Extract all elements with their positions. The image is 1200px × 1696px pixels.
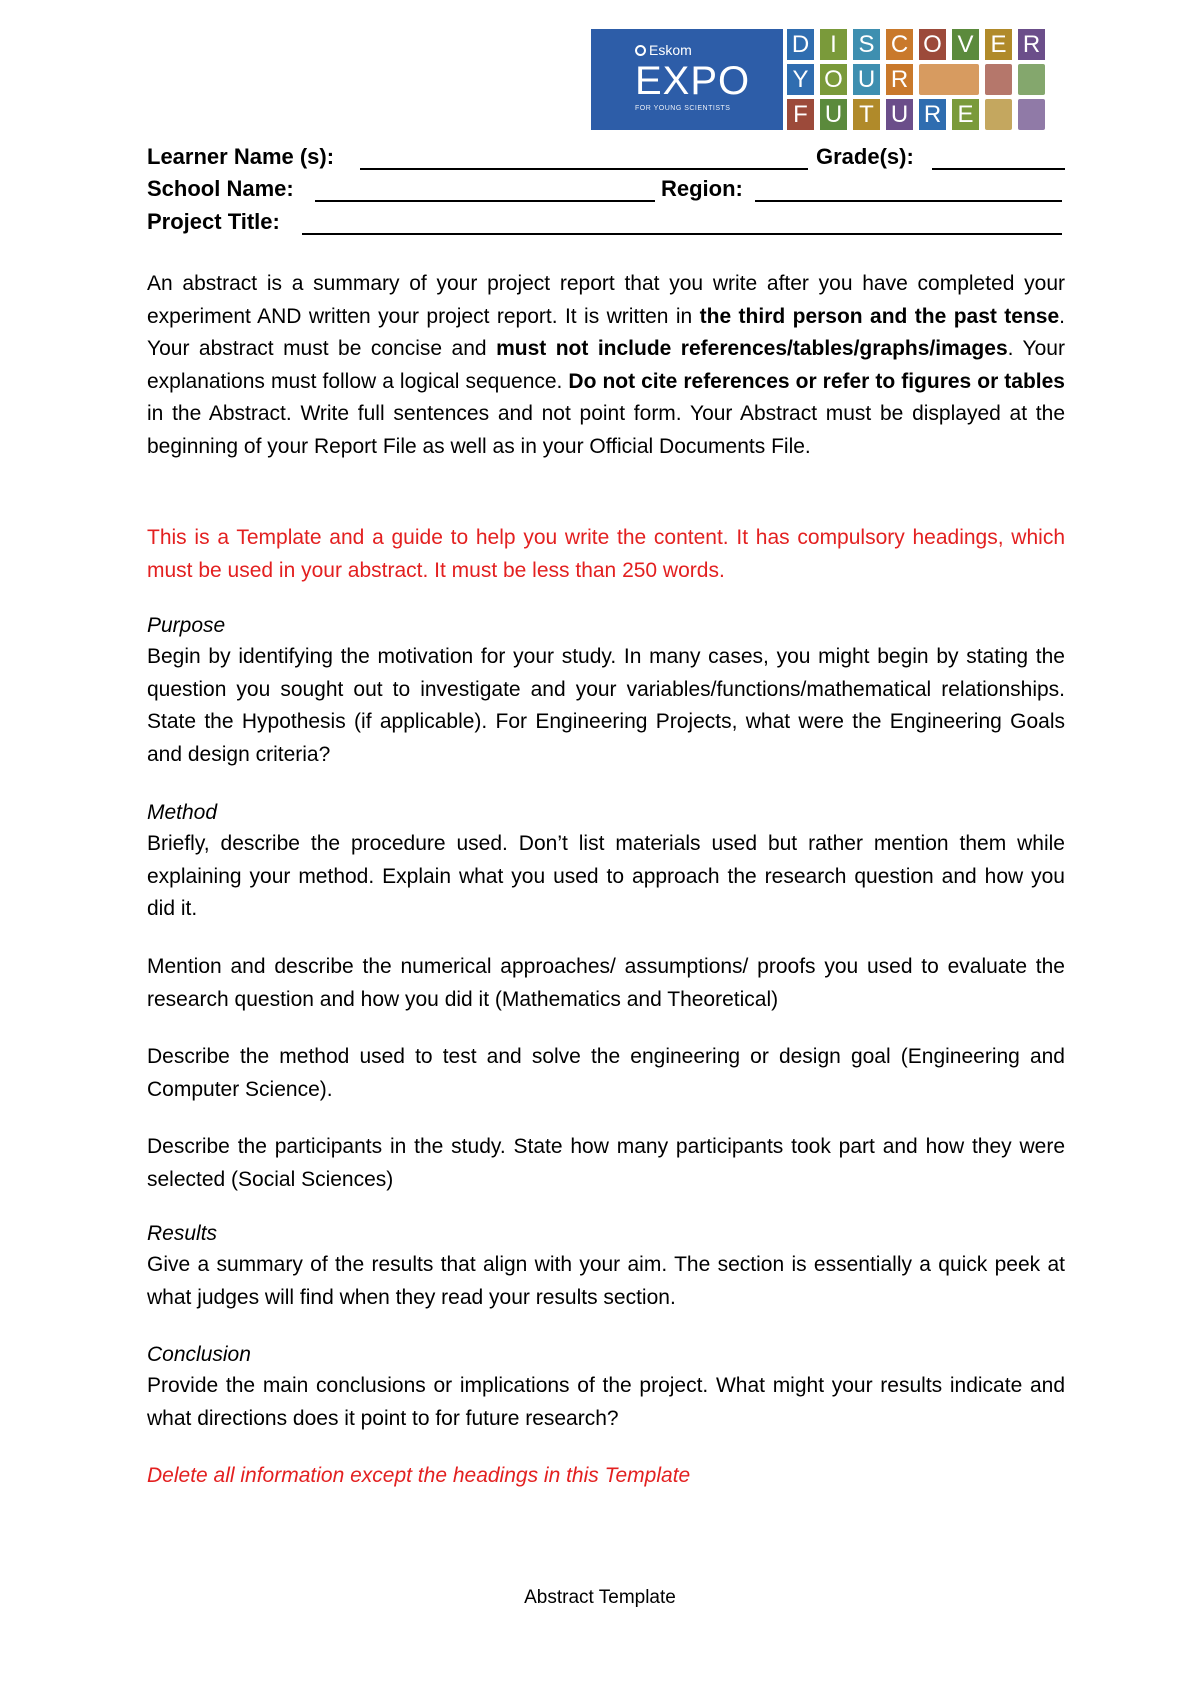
logo-letter-tile: Y bbox=[787, 64, 814, 95]
logo-letter-tile: U bbox=[853, 64, 880, 95]
delete-instruction-note: Delete all information except the headings in this Template bbox=[147, 1464, 691, 1487]
grade-field[interactable] bbox=[932, 168, 1065, 170]
learner-row bbox=[147, 144, 1065, 172]
learner-name-label: Learner Name (s): bbox=[147, 144, 335, 169]
intro-bold-3: Do not cite references or refer to figures or tables bbox=[568, 369, 1065, 393]
intro-text-4: in the Abstract. Write full sentences and not point form. Your Abstract must be displayed at the beginning of your Report File as well as in your Official Documents File. bbox=[147, 402, 1065, 458]
expo-title: EXPO bbox=[635, 59, 751, 103]
logo-letter-tile: S bbox=[853, 29, 880, 60]
intro-text-1: An abstract is a summary of your project report that you write after you have completed your experiment AND written your project report. It is written in bbox=[147, 272, 1065, 328]
discover-your-future-tiles bbox=[787, 29, 1055, 130]
logo-photo-tile bbox=[985, 64, 1012, 95]
project-title-field[interactable] bbox=[302, 233, 1062, 235]
method-text-participants: Describe the participants in the study. State how many participants took part and how they were selected (Social Sciences) bbox=[147, 1135, 1065, 1191]
logo-letter-tile: E bbox=[952, 99, 979, 130]
logo-photo-tile bbox=[1018, 99, 1045, 130]
method-text-procedure: Briefly, describe the procedure used. Don’t list materials used but rather mention them while explaining your method. Explain what you used to approach the research question and how you did it. bbox=[147, 832, 1065, 920]
intro-bold-2: must not include references/tables/graphs/images bbox=[496, 337, 1008, 360]
logo-letter-tile: D bbox=[787, 29, 814, 60]
purpose-heading: Purpose bbox=[147, 614, 226, 637]
logo-letter-tile: U bbox=[886, 99, 913, 130]
conclusion-text: Provide the main conclusions or implications of the project. What might your results indicate and what directions does it point to for future research? bbox=[147, 1374, 1065, 1430]
logo-letter-tile: I bbox=[820, 29, 847, 60]
logo-letter-tile: O bbox=[919, 29, 946, 60]
template-guide-note: This is a Template and a guide to help you write the content. It has compulsory headings, which must be used in your abstract. It must be less than 250 words. bbox=[147, 526, 1065, 582]
grade-label: Grade(s): bbox=[816, 144, 914, 169]
logo-photo-tile bbox=[1018, 64, 1045, 95]
intro-bold-1: the third person and the past tense bbox=[699, 304, 1060, 328]
logo-letter-tile: U bbox=[820, 99, 847, 130]
eskom-brand-text: Eskom bbox=[649, 42, 692, 58]
school-row bbox=[147, 176, 1065, 204]
logo-letter-tile: F bbox=[787, 99, 814, 130]
logo-letter-tile: E bbox=[985, 29, 1012, 60]
conclusion-heading: Conclusion bbox=[147, 1343, 251, 1366]
logo-photo-tile bbox=[919, 64, 979, 95]
logo-letter-tile: R bbox=[1018, 29, 1045, 60]
logo-letter-tile: R bbox=[919, 99, 946, 130]
intro-paragraph bbox=[147, 268, 1065, 463]
logo-letter-tile: R bbox=[886, 64, 913, 95]
expo-subtitle: FOR YOUNG SCIENTISTS bbox=[635, 105, 731, 112]
page-footer: Abstract Template bbox=[524, 1587, 676, 1608]
region-label: Region: bbox=[661, 176, 743, 201]
learner-name-field[interactable] bbox=[360, 168, 808, 170]
expo-logo bbox=[591, 29, 1055, 130]
school-name-label: School Name: bbox=[147, 176, 294, 201]
logo-letter-tile: V bbox=[952, 29, 979, 60]
project-row bbox=[147, 209, 1065, 237]
logo-photo-tile bbox=[985, 99, 1012, 130]
results-heading: Results bbox=[147, 1222, 218, 1245]
method-text-numerical: Mention and describe the numerical approaches/ assumptions/ proofs you used to evaluate the research question and how you did it (Mathematics and Theoretical) bbox=[147, 955, 1065, 1011]
intro-text-2: . Your abstract must be concise and bbox=[147, 304, 1065, 360]
intro-text-3: . Your explanations must follow a logical sequence. bbox=[147, 337, 1065, 393]
eskom-mark-icon bbox=[635, 45, 646, 56]
logo-letter-tile: T bbox=[853, 99, 880, 130]
purpose-text: Begin by identifying the motivation for your study. In many cases, you might begin by stating the question you sought out to investigate and your variables/functions/mathematical relationships. State the Hypothesis (if applicable). For Engineering Projects, what were the Engineering Goals and design criteria? bbox=[147, 645, 1065, 766]
method-heading: Method bbox=[147, 801, 218, 824]
project-title-label: Project Title: bbox=[147, 209, 280, 234]
logo-letter-tile: O bbox=[820, 64, 847, 95]
eskom-brand bbox=[635, 42, 692, 58]
results-text: Give a summary of the results that align with your aim. The section is essentially a quick peek at what judges will find when they read your results section. bbox=[147, 1253, 1065, 1309]
region-field[interactable] bbox=[755, 200, 1062, 202]
school-name-field[interactable] bbox=[315, 200, 655, 202]
logo-letter-tile: C bbox=[886, 29, 913, 60]
eskom-expo-badge bbox=[591, 29, 783, 130]
method-text-engineering: Describe the method used to test and solve the engineering or design goal (Engineering and Computer Science). bbox=[147, 1045, 1065, 1101]
